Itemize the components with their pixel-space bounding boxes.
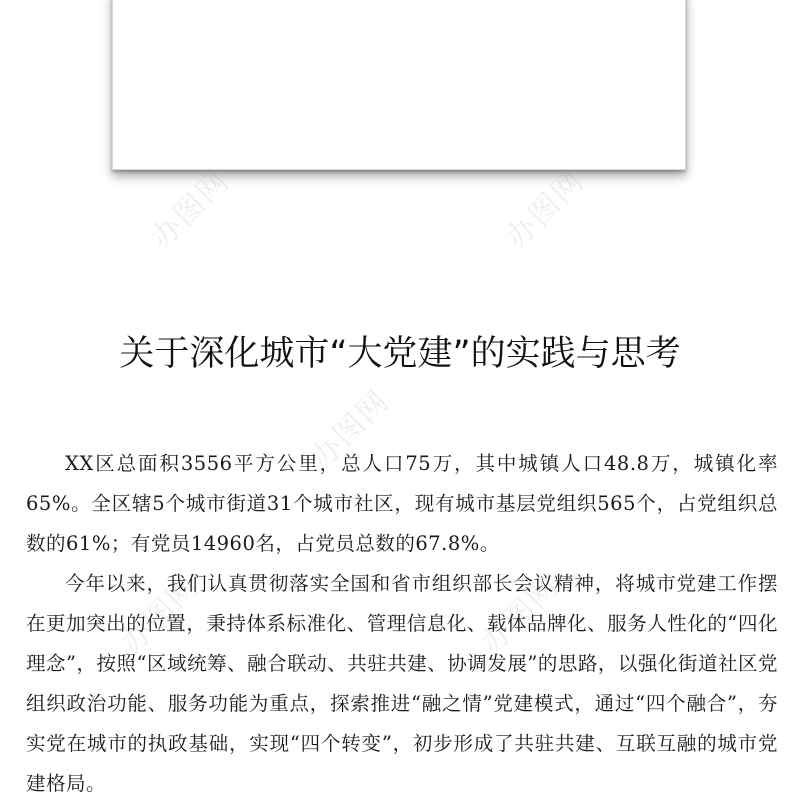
document-title: 关于深化城市“大党建”的实践与思考 xyxy=(119,334,681,374)
watermark: 办图网 xyxy=(114,568,207,661)
watermark: 办图网 xyxy=(144,163,237,256)
watermark: 办图网 xyxy=(474,568,567,661)
cover-preview-card xyxy=(112,0,686,170)
watermark: 办图网 xyxy=(304,383,397,476)
document-body xyxy=(26,444,778,804)
paragraph: 今年以来，我们认真贯彻落实全国和省市组织部长会议精神，将城市党建工作摆在更加突出的位置，秉持体系标准化、管理信息化、载体品牌化、服务人性化的“四化理念”，按照“区域统筹、融合联动、共驻共建、协调发展”的思路，以强化街道社区党组织政治功能、服务功能为重点，探索推进“融之情”党建模式，通过“四个融合”，夯实党在城市的执政基础，实现“四个转变”，初步形成了共驻共建、互联互融的城市党建格局。 xyxy=(26,572,778,795)
paragraph: XX区总面积3556平方公里，总人口75万，其中城镇人口48.8万，城镇化率65%。全区辖5个城市街道31个城市社区，现有城市基层党组织565个，占党组织总数的61%；有党员14960名，占党员总数的67.8%。 xyxy=(26,452,778,555)
watermark: 办图网 xyxy=(499,163,592,256)
